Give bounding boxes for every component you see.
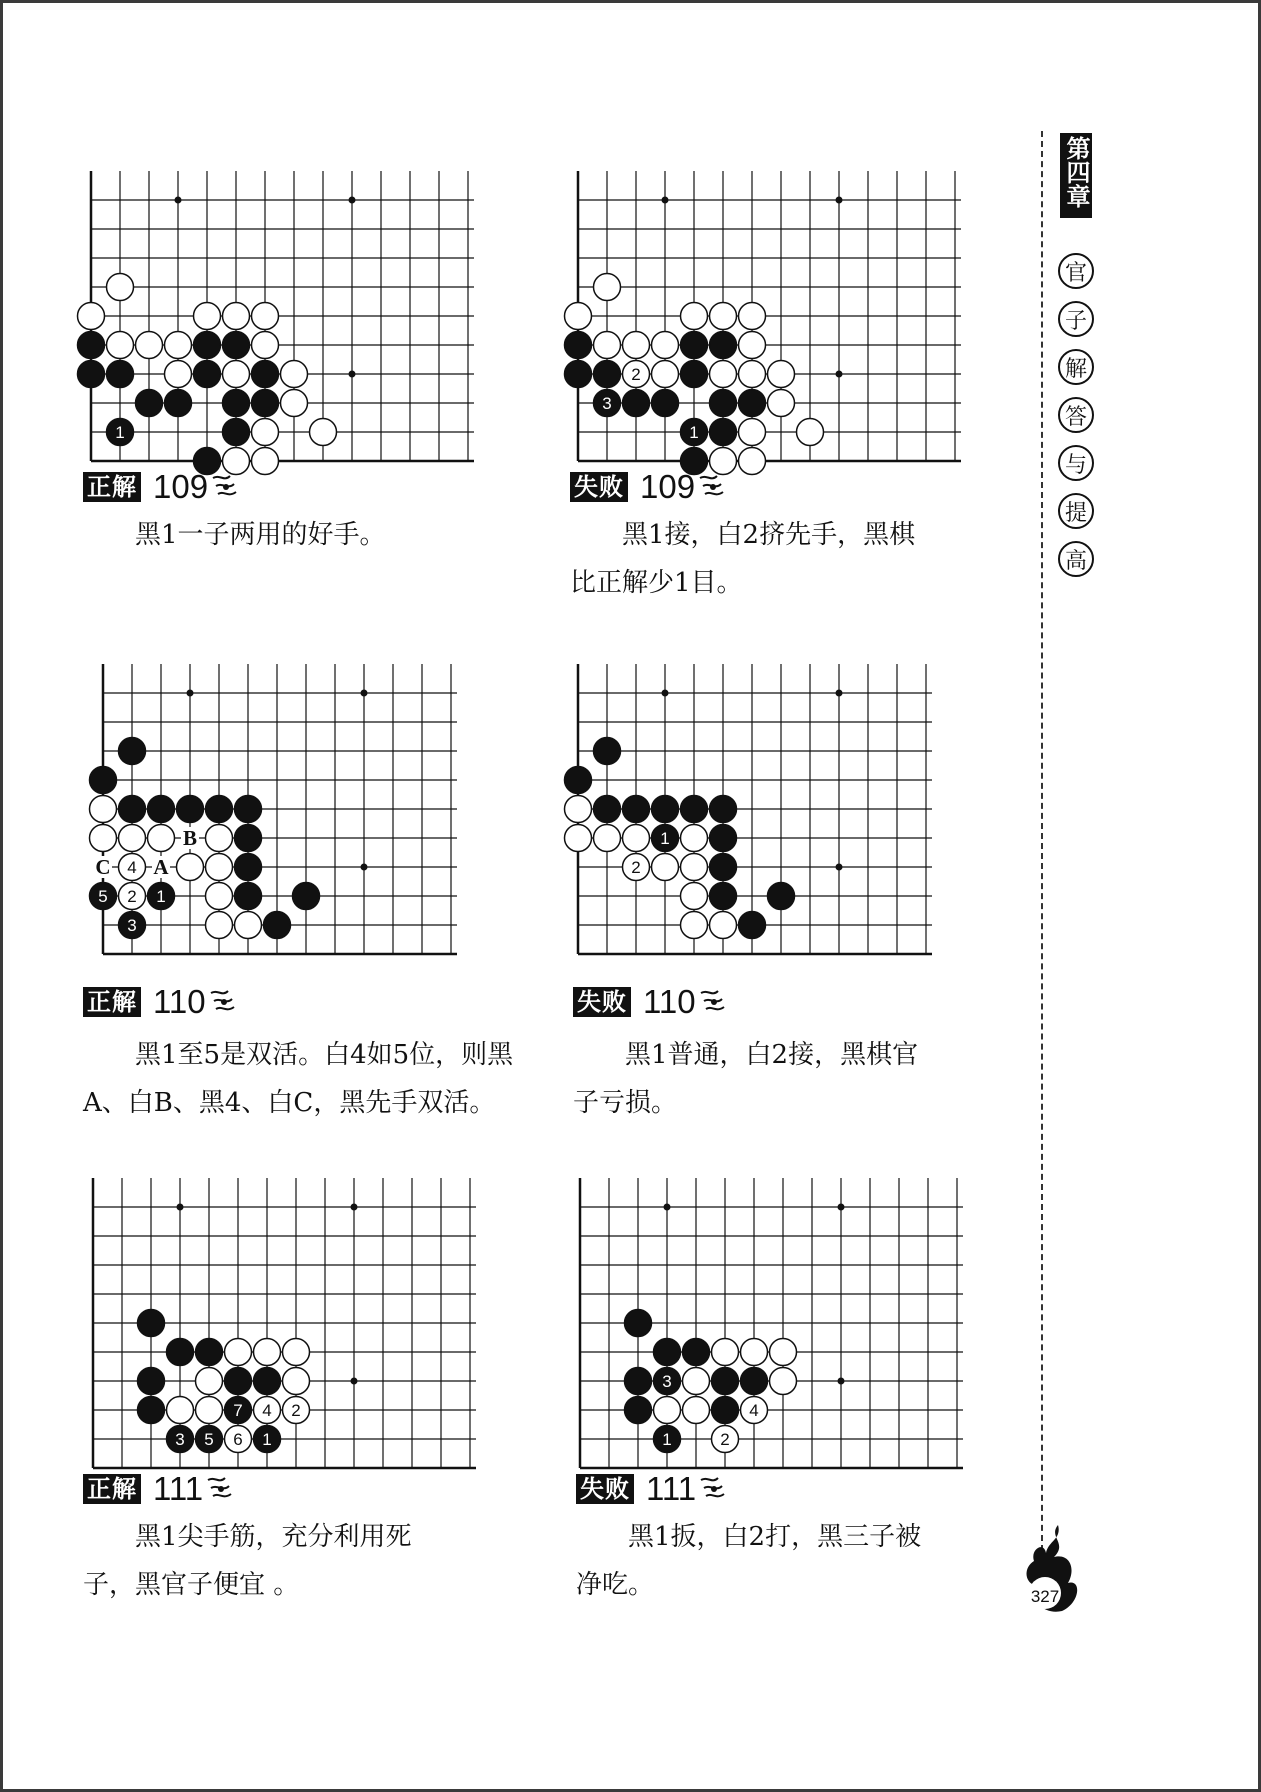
white-stone bbox=[252, 448, 279, 475]
black-stone bbox=[252, 361, 279, 388]
white-stone bbox=[652, 361, 679, 388]
black-stone bbox=[565, 361, 592, 388]
black-stone bbox=[739, 912, 766, 939]
white-stone bbox=[770, 1368, 797, 1395]
star-point bbox=[351, 1204, 358, 1211]
sidebar-char: 与 bbox=[1058, 445, 1094, 481]
move-number: 7 bbox=[233, 1401, 243, 1420]
point-letter: C bbox=[95, 855, 111, 879]
move-number: 3 bbox=[127, 916, 137, 935]
white-stone bbox=[681, 303, 708, 330]
point-letter: B bbox=[182, 826, 198, 850]
black-stone bbox=[712, 1397, 739, 1424]
white-stone bbox=[739, 303, 766, 330]
white-stone bbox=[623, 854, 650, 881]
move-number: 1 bbox=[689, 423, 699, 442]
black-stone bbox=[712, 1368, 739, 1395]
white-stone bbox=[739, 332, 766, 359]
star-point bbox=[349, 197, 356, 204]
black-stone bbox=[654, 1426, 681, 1453]
white-stone bbox=[223, 303, 250, 330]
black-stone bbox=[293, 883, 320, 910]
ornament-icon bbox=[205, 1474, 235, 1504]
sidebar-char: 提 bbox=[1058, 493, 1094, 529]
tag-badge: 正解 bbox=[83, 1474, 141, 1504]
star-point bbox=[662, 197, 669, 204]
chapter-sidebar bbox=[1038, 131, 1098, 1611]
label-111-fail bbox=[576, 1470, 728, 1508]
caption-109-fail bbox=[570, 511, 990, 607]
black-stone bbox=[710, 825, 737, 852]
white-stone bbox=[281, 361, 308, 388]
label-109-correct bbox=[83, 468, 240, 506]
star-point bbox=[361, 864, 368, 871]
black-stone bbox=[138, 1397, 165, 1424]
black-stone bbox=[78, 361, 105, 388]
white-stone bbox=[710, 361, 737, 388]
white-stone bbox=[119, 854, 146, 881]
problem-number: 111 bbox=[646, 1470, 697, 1507]
white-stone bbox=[565, 303, 592, 330]
black-stone bbox=[739, 390, 766, 417]
ornament-icon bbox=[210, 472, 240, 502]
black-stone bbox=[235, 796, 262, 823]
white-stone bbox=[252, 303, 279, 330]
white-stone bbox=[90, 796, 117, 823]
black-stone bbox=[681, 361, 708, 388]
white-stone bbox=[681, 883, 708, 910]
black-stone bbox=[119, 796, 146, 823]
move-number: 3 bbox=[662, 1372, 672, 1391]
label-111-correct bbox=[83, 1470, 235, 1508]
white-stone bbox=[206, 883, 233, 910]
star-point bbox=[836, 864, 843, 871]
move-number: 1 bbox=[660, 829, 670, 848]
move-number: 3 bbox=[175, 1430, 185, 1449]
sidebar-char: 答 bbox=[1058, 397, 1094, 433]
black-stone bbox=[681, 796, 708, 823]
black-stone bbox=[254, 1368, 281, 1395]
black-stone bbox=[623, 390, 650, 417]
white-stone bbox=[90, 825, 117, 852]
black-stone bbox=[235, 883, 262, 910]
black-stone bbox=[654, 1368, 681, 1395]
white-stone bbox=[119, 825, 146, 852]
move-number: 1 bbox=[115, 423, 125, 442]
white-stone bbox=[712, 1426, 739, 1453]
white-stone bbox=[283, 1339, 310, 1366]
black-stone bbox=[710, 796, 737, 823]
black-stone bbox=[223, 332, 250, 359]
white-stone bbox=[254, 1397, 281, 1424]
problem-number: 110 bbox=[153, 983, 206, 1020]
black-stone bbox=[710, 332, 737, 359]
point-letter: A bbox=[153, 855, 169, 879]
go-board bbox=[568, 654, 936, 970]
move-number: 2 bbox=[127, 887, 137, 906]
tag-badge: 失败 bbox=[576, 1474, 634, 1504]
move-number: 1 bbox=[156, 887, 166, 906]
white-stone bbox=[194, 303, 221, 330]
black-stone bbox=[741, 1368, 768, 1395]
black-stone bbox=[167, 1339, 194, 1366]
black-stone bbox=[654, 1339, 681, 1366]
white-stone bbox=[252, 332, 279, 359]
black-stone bbox=[136, 390, 163, 417]
dashed-divider bbox=[1041, 131, 1043, 1561]
black-stone bbox=[223, 390, 250, 417]
black-stone bbox=[119, 738, 146, 765]
black-stone bbox=[235, 825, 262, 852]
caption-line: 比正解少1目。 bbox=[570, 568, 743, 598]
white-stone bbox=[565, 825, 592, 852]
white-stone bbox=[797, 419, 824, 446]
white-stone bbox=[107, 332, 134, 359]
white-stone bbox=[165, 332, 192, 359]
move-number: 4 bbox=[262, 1401, 272, 1420]
problem-number: 110 bbox=[643, 983, 696, 1020]
white-stone bbox=[681, 825, 708, 852]
white-stone bbox=[741, 1339, 768, 1366]
white-stone bbox=[254, 1339, 281, 1366]
black-stone bbox=[594, 796, 621, 823]
black-stone bbox=[594, 738, 621, 765]
white-stone bbox=[594, 825, 621, 852]
star-point bbox=[361, 690, 368, 697]
white-stone bbox=[281, 390, 308, 417]
white-stone bbox=[741, 1397, 768, 1424]
white-stone bbox=[683, 1397, 710, 1424]
move-number: 4 bbox=[749, 1401, 759, 1420]
problem-number: 111 bbox=[153, 1470, 204, 1507]
white-stone bbox=[768, 361, 795, 388]
go-board bbox=[93, 654, 461, 970]
white-stone bbox=[136, 332, 163, 359]
black-stone bbox=[652, 796, 679, 823]
go-board bbox=[568, 161, 965, 477]
white-stone bbox=[107, 274, 134, 301]
caption-111-fail bbox=[576, 1513, 996, 1609]
star-point bbox=[836, 371, 843, 378]
star-point bbox=[187, 690, 194, 697]
white-stone bbox=[206, 912, 233, 939]
caption-110-fail bbox=[573, 1031, 993, 1127]
white-stone bbox=[223, 361, 250, 388]
caption-110-correct bbox=[83, 1031, 523, 1127]
white-stone bbox=[652, 332, 679, 359]
caption-111-correct bbox=[83, 1513, 523, 1609]
caption-line: 黑1接，白2挤先手，黑棋 bbox=[622, 520, 916, 550]
label-110-correct bbox=[83, 983, 238, 1021]
white-stone bbox=[177, 854, 204, 881]
caption-line: 黑1尖手筋，充分利用死 bbox=[135, 1522, 412, 1552]
star-point bbox=[349, 371, 356, 378]
star-point bbox=[838, 1378, 845, 1385]
white-stone bbox=[681, 854, 708, 881]
black-stone bbox=[148, 883, 175, 910]
caption-line: 黑1一子两用的好手。 bbox=[135, 520, 386, 550]
black-stone bbox=[625, 1397, 652, 1424]
problem-number: 109 bbox=[640, 468, 696, 505]
white-stone bbox=[712, 1339, 739, 1366]
black-stone bbox=[196, 1339, 223, 1366]
white-stone bbox=[167, 1397, 194, 1424]
black-stone bbox=[565, 767, 592, 794]
black-stone bbox=[194, 361, 221, 388]
move-number: 1 bbox=[262, 1430, 272, 1449]
tag-badge: 失败 bbox=[570, 472, 628, 502]
white-stone bbox=[683, 1368, 710, 1395]
star-point bbox=[351, 1378, 358, 1385]
black-stone bbox=[107, 361, 134, 388]
tag-badge: 失败 bbox=[573, 987, 631, 1017]
move-number: 2 bbox=[631, 858, 641, 877]
go-board bbox=[81, 161, 478, 477]
white-stone bbox=[710, 303, 737, 330]
white-stone bbox=[119, 883, 146, 910]
black-stone bbox=[223, 419, 250, 446]
chapter-title: 第四章 bbox=[1062, 136, 1090, 208]
sidebar-char: 官 bbox=[1058, 253, 1094, 289]
white-stone bbox=[770, 1339, 797, 1366]
tag-badge: 正解 bbox=[83, 987, 141, 1017]
star-point bbox=[664, 1204, 671, 1211]
black-stone bbox=[107, 419, 134, 446]
move-number: 1 bbox=[662, 1430, 672, 1449]
ornament-icon bbox=[697, 472, 727, 502]
black-stone bbox=[177, 796, 204, 823]
black-stone bbox=[90, 767, 117, 794]
star-point bbox=[175, 197, 182, 204]
white-stone bbox=[225, 1339, 252, 1366]
black-stone bbox=[78, 332, 105, 359]
white-stone bbox=[565, 796, 592, 823]
white-stone bbox=[235, 912, 262, 939]
ornament-icon bbox=[698, 987, 728, 1017]
black-stone bbox=[768, 883, 795, 910]
black-stone bbox=[254, 1426, 281, 1453]
move-number: 3 bbox=[602, 394, 612, 413]
white-stone bbox=[283, 1397, 310, 1424]
white-stone bbox=[148, 825, 175, 852]
black-stone bbox=[681, 419, 708, 446]
label-109-fail bbox=[570, 468, 727, 506]
move-number: 6 bbox=[233, 1430, 243, 1449]
white-stone bbox=[652, 854, 679, 881]
ornament-icon bbox=[698, 1474, 728, 1504]
white-stone bbox=[594, 332, 621, 359]
black-stone bbox=[625, 1368, 652, 1395]
black-stone bbox=[710, 419, 737, 446]
caption-line: 黑1扳，白2打，黑三子被 bbox=[628, 1522, 922, 1552]
black-stone bbox=[165, 390, 192, 417]
black-stone bbox=[710, 390, 737, 417]
black-stone bbox=[594, 390, 621, 417]
move-number: 2 bbox=[631, 365, 641, 384]
white-stone bbox=[623, 825, 650, 852]
black-stone bbox=[652, 390, 679, 417]
white-stone bbox=[206, 825, 233, 852]
move-number: 5 bbox=[204, 1430, 214, 1449]
black-stone bbox=[623, 796, 650, 823]
black-stone bbox=[683, 1339, 710, 1366]
black-stone bbox=[652, 825, 679, 852]
white-stone bbox=[739, 361, 766, 388]
white-stone bbox=[78, 303, 105, 330]
move-number: 2 bbox=[720, 1430, 730, 1449]
sidebar-char: 子 bbox=[1058, 301, 1094, 337]
white-stone bbox=[623, 332, 650, 359]
white-stone bbox=[739, 448, 766, 475]
caption-line: 净吃。 bbox=[576, 1570, 655, 1600]
black-stone bbox=[196, 1426, 223, 1453]
caption-line: 黑1至5是双活。白4如5位，则黑 bbox=[135, 1040, 514, 1070]
black-stone bbox=[194, 332, 221, 359]
go-board bbox=[570, 1168, 967, 1484]
white-stone bbox=[252, 419, 279, 446]
black-stone bbox=[625, 1310, 652, 1337]
black-stone bbox=[167, 1426, 194, 1453]
white-stone bbox=[654, 1397, 681, 1424]
white-stone bbox=[196, 1397, 223, 1424]
white-stone bbox=[739, 419, 766, 446]
white-stone bbox=[623, 361, 650, 388]
black-stone bbox=[681, 332, 708, 359]
black-stone bbox=[206, 796, 233, 823]
sidebar-char: 高 bbox=[1058, 541, 1094, 577]
black-stone bbox=[710, 854, 737, 881]
black-stone bbox=[565, 332, 592, 359]
move-number: 5 bbox=[98, 887, 108, 906]
go-board bbox=[83, 1168, 480, 1484]
white-stone bbox=[310, 419, 337, 446]
white-stone bbox=[165, 361, 192, 388]
white-stone bbox=[283, 1368, 310, 1395]
white-stone bbox=[225, 1426, 252, 1453]
star-point bbox=[662, 690, 669, 697]
caption-line: 子，黑官子便宜 。 bbox=[83, 1570, 300, 1600]
white-stone bbox=[710, 912, 737, 939]
white-stone bbox=[768, 390, 795, 417]
label-110-fail bbox=[573, 983, 728, 1021]
black-stone bbox=[138, 1310, 165, 1337]
caption-line: 黑1普通，白2接，黑棋官 bbox=[625, 1040, 919, 1070]
star-point bbox=[177, 1204, 184, 1211]
caption-109-correct bbox=[83, 511, 503, 559]
star-point bbox=[838, 1204, 845, 1211]
chapter-badge bbox=[1060, 133, 1092, 218]
white-stone bbox=[206, 854, 233, 881]
page-number: 327 bbox=[1030, 1587, 1060, 1606]
move-number: 4 bbox=[127, 858, 137, 877]
sidebar-char: 解 bbox=[1058, 349, 1094, 385]
problem-number: 109 bbox=[153, 468, 209, 505]
black-stone bbox=[594, 361, 621, 388]
black-stone bbox=[252, 390, 279, 417]
move-number: 2 bbox=[291, 1401, 301, 1420]
black-stone bbox=[90, 883, 117, 910]
caption-line: A、白B、黑4、白C，黑先手双活。 bbox=[83, 1088, 496, 1118]
black-stone bbox=[264, 912, 291, 939]
star-point bbox=[836, 197, 843, 204]
white-stone bbox=[681, 912, 708, 939]
ornament-icon bbox=[208, 987, 238, 1017]
black-stone bbox=[225, 1368, 252, 1395]
white-stone bbox=[196, 1368, 223, 1395]
black-stone bbox=[235, 854, 262, 881]
black-stone bbox=[138, 1368, 165, 1395]
star-point bbox=[836, 690, 843, 697]
black-stone bbox=[119, 912, 146, 939]
white-stone bbox=[594, 274, 621, 301]
caption-line: 子亏损。 bbox=[573, 1088, 678, 1118]
black-stone bbox=[710, 883, 737, 910]
tag-badge: 正解 bbox=[83, 472, 141, 502]
black-stone bbox=[225, 1397, 252, 1424]
black-stone bbox=[148, 796, 175, 823]
